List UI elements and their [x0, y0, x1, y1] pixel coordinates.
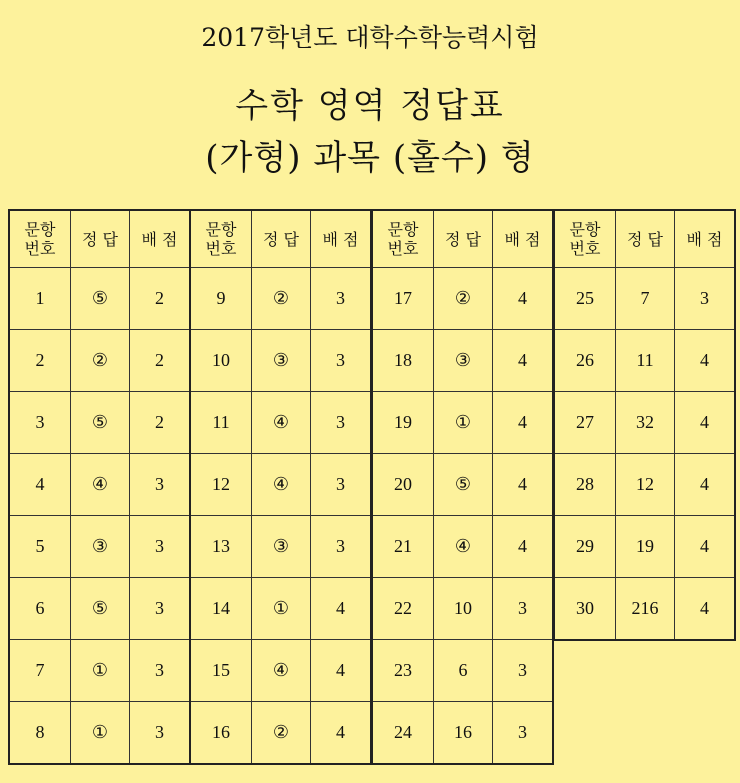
table-row	[372, 516, 553, 578]
points-cell: 2	[130, 392, 191, 454]
number-header: 문항 번호	[372, 210, 434, 268]
question-number: 19	[372, 392, 434, 454]
answer-cell: ③	[252, 516, 311, 578]
answer-cell: ②	[252, 702, 311, 765]
table-row	[9, 392, 190, 454]
answer-cell: ④	[252, 454, 311, 516]
question-number: 16	[190, 702, 252, 765]
exam-title: 2017학년도 대학수학능력시험	[201, 23, 539, 52]
question-number: 6	[9, 578, 71, 640]
table-row	[9, 578, 190, 640]
question-number: 28	[554, 454, 616, 516]
question-number: 26	[554, 330, 616, 392]
number-header: 문항 번호	[190, 210, 252, 268]
table-row	[554, 268, 735, 330]
points-cell: 3	[130, 702, 191, 765]
table-row	[554, 516, 735, 578]
answer-cell: ⑤	[434, 454, 493, 516]
answer-cell: 7	[616, 268, 675, 330]
table-row	[554, 330, 735, 392]
table-row	[372, 330, 553, 392]
question-number: 11	[190, 392, 252, 454]
points-cell: 4	[493, 516, 554, 578]
table-row	[554, 578, 735, 641]
table-row	[9, 516, 190, 578]
table-row	[372, 702, 553, 765]
points-cell: 4	[311, 702, 372, 765]
answer-cell: ②	[71, 330, 130, 392]
answer-cell: ②	[252, 268, 311, 330]
points-cell: 3	[130, 640, 191, 702]
table-row	[372, 640, 553, 702]
answer-cell: 19	[616, 516, 675, 578]
question-number: 8	[9, 702, 71, 765]
points-header: 배 점	[675, 210, 736, 268]
question-number: 21	[372, 516, 434, 578]
question-number: 15	[190, 640, 252, 702]
points-cell: 3	[311, 454, 372, 516]
table-row	[190, 268, 371, 330]
points-cell: 4	[493, 268, 554, 330]
answer-header: 정 답	[434, 210, 493, 268]
table-row	[190, 640, 371, 702]
points-cell: 3	[311, 516, 372, 578]
table-row	[190, 516, 371, 578]
answer-cell: ⑤	[71, 392, 130, 454]
question-number: 1	[9, 268, 71, 330]
form-type-title: (가형) 과목 (홀수) 형	[205, 138, 535, 178]
question-number: 30	[554, 578, 616, 641]
table-row	[9, 454, 190, 516]
answer-cell: 11	[616, 330, 675, 392]
answer-cell: ①	[434, 392, 493, 454]
points-cell: 3	[130, 578, 191, 640]
answer-cell: 10	[434, 578, 493, 640]
table-row	[190, 330, 371, 392]
answer-cell: ③	[71, 516, 130, 578]
answer-cell: ③	[252, 330, 311, 392]
number-header: 문항 번호	[554, 210, 616, 268]
table-row	[190, 702, 371, 765]
points-cell: 4	[311, 640, 372, 702]
question-number: 5	[9, 516, 71, 578]
table-row	[9, 640, 190, 702]
answer-cell: ⑤	[71, 268, 130, 330]
answer-cell: 216	[616, 578, 675, 641]
question-number: 4	[9, 454, 71, 516]
question-number: 29	[554, 516, 616, 578]
answer-block-2	[189, 209, 372, 765]
question-number: 9	[190, 268, 252, 330]
points-cell: 2	[130, 330, 191, 392]
points-cell: 4	[675, 454, 736, 516]
points-header: 배 점	[130, 210, 191, 268]
points-cell: 4	[675, 578, 736, 641]
points-cell: 4	[675, 330, 736, 392]
points-cell: 3	[493, 640, 554, 702]
table-row	[190, 392, 371, 454]
question-number: 23	[372, 640, 434, 702]
points-cell: 3	[311, 330, 372, 392]
answer-cell: ②	[434, 268, 493, 330]
question-number: 20	[372, 454, 434, 516]
question-number: 22	[372, 578, 434, 640]
question-number: 24	[372, 702, 434, 765]
answer-cell: ①	[71, 640, 130, 702]
question-number: 7	[9, 640, 71, 702]
answer-cell: 12	[616, 454, 675, 516]
table-row	[9, 268, 190, 330]
table-row	[554, 392, 735, 454]
header-row	[554, 210, 735, 268]
answer-cell: ①	[71, 702, 130, 765]
answer-cell: 16	[434, 702, 493, 765]
points-cell: 4	[675, 392, 736, 454]
header-row	[190, 210, 371, 268]
question-number: 18	[372, 330, 434, 392]
points-cell: 4	[493, 392, 554, 454]
table-row	[372, 578, 553, 640]
question-number: 14	[190, 578, 252, 640]
question-number: 27	[554, 392, 616, 454]
answer-cell: 32	[616, 392, 675, 454]
points-cell: 4	[493, 454, 554, 516]
points-cell: 2	[130, 268, 191, 330]
answer-cell: ③	[434, 330, 493, 392]
table-row	[9, 702, 190, 765]
answer-cell: ④	[434, 516, 493, 578]
question-number: 10	[190, 330, 252, 392]
table-row	[372, 392, 553, 454]
answer-header: 정 답	[252, 210, 311, 268]
answer-block-1	[8, 209, 191, 765]
table-row	[9, 330, 190, 392]
answer-key-title: 수학 영역 정답표	[235, 86, 505, 126]
header-row	[372, 210, 553, 268]
question-number: 13	[190, 516, 252, 578]
points-cell: 4	[493, 330, 554, 392]
table-row	[372, 268, 553, 330]
answer-block-3	[371, 209, 554, 765]
points-cell: 3	[130, 516, 191, 578]
points-cell: 3	[311, 268, 372, 330]
points-cell: 3	[311, 392, 372, 454]
points-cell: 4	[311, 578, 372, 640]
answer-cell: ⑤	[71, 578, 130, 640]
header-row	[9, 210, 190, 268]
table-row	[372, 454, 553, 516]
table-row	[554, 454, 735, 516]
answer-header: 정 답	[71, 210, 130, 268]
answer-cell: ④	[71, 454, 130, 516]
points-cell: 3	[493, 578, 554, 640]
question-number: 2	[9, 330, 71, 392]
number-header: 문항 번호	[9, 210, 71, 268]
points-cell: 3	[130, 454, 191, 516]
answer-cell: ①	[252, 578, 311, 640]
answer-block-4	[553, 209, 736, 641]
table-row	[190, 578, 371, 640]
table-row	[190, 454, 371, 516]
question-number: 25	[554, 268, 616, 330]
answer-header: 정 답	[616, 210, 675, 268]
points-header: 배 점	[493, 210, 554, 268]
points-cell: 4	[675, 516, 736, 578]
question-number: 3	[9, 392, 71, 454]
question-number: 17	[372, 268, 434, 330]
question-number: 12	[190, 454, 252, 516]
answer-cell: ④	[252, 640, 311, 702]
answer-cell: 6	[434, 640, 493, 702]
points-cell: 3	[675, 268, 736, 330]
points-cell: 3	[493, 702, 554, 765]
answer-cell: ④	[252, 392, 311, 454]
points-header: 배 점	[311, 210, 372, 268]
